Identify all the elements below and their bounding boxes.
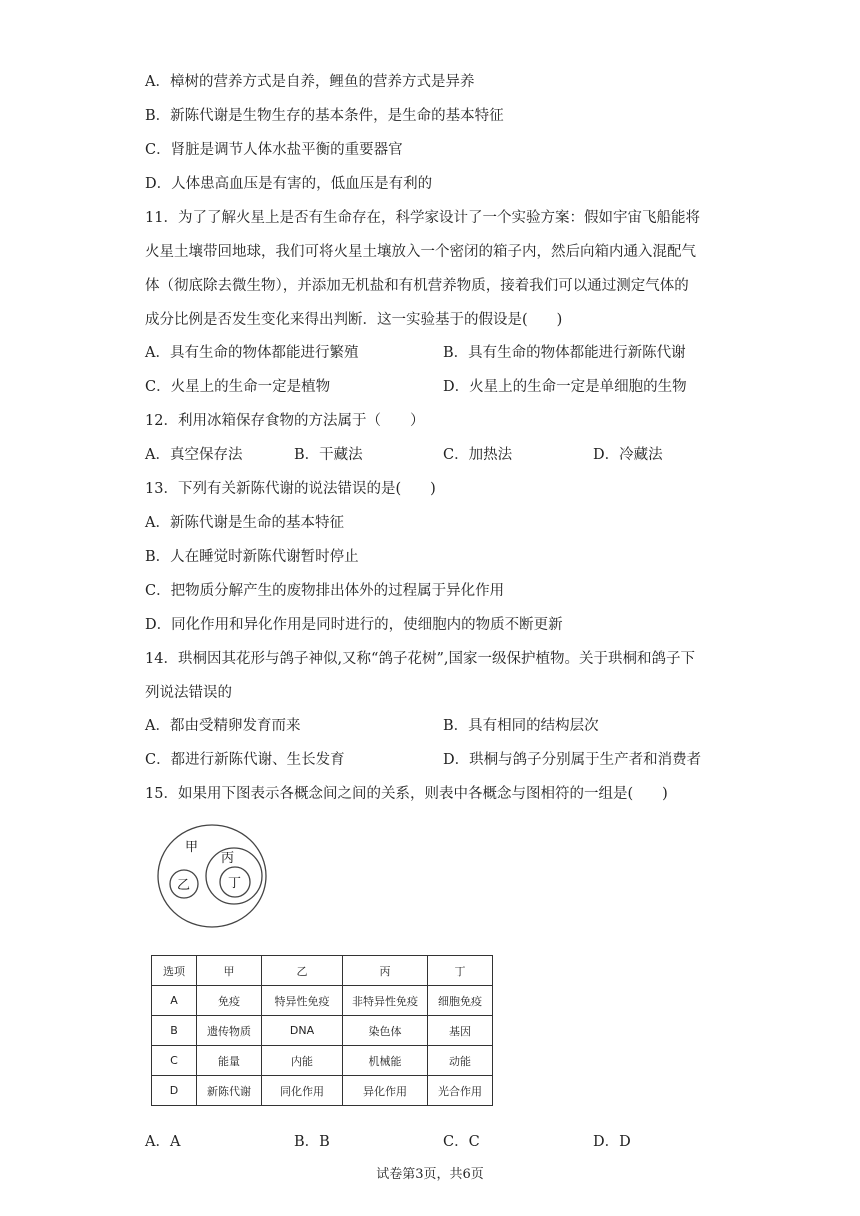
q13-option-a: A．新陈代谢是生命的基本特征 <box>145 515 344 531</box>
table-cell: 同化作用 <box>262 1076 343 1106</box>
venn-label-ding: 丁 <box>228 876 242 891</box>
table-cell: 非特异性免疫 <box>343 986 428 1016</box>
q12-option-d: D．冷藏法 <box>593 447 663 463</box>
q13-option-d: D．同化作用和异化作用是同时进行的，使细胞内的物质不断更新 <box>145 617 563 633</box>
q11-stem-line-2: 火星土壤带回地球，我们可将火星土壤放入一个密闭的箱子内，然后向箱内通入混配气 <box>145 244 696 260</box>
table-cell: DNA <box>262 1016 343 1046</box>
q11-stem-line-4: 成分比例是否发生变化来得出判断．这一实验基于的假设是( ) <box>145 312 563 328</box>
q10-option-a: A．樟树的营养方式是自养，鲤鱼的营养方式是异养 <box>145 74 475 90</box>
table-cell: 遗传物质 <box>197 1016 262 1046</box>
table-cell: D <box>152 1076 197 1106</box>
q15-option-a: A．A <box>145 1134 181 1150</box>
table-cell: 细胞免疫 <box>428 986 493 1016</box>
q13-option-c: C．把物质分解产生的废物排出体外的过程属于异化作用 <box>145 583 505 599</box>
table-row <box>152 1046 493 1076</box>
q14-stem-line-1: 14．珙桐因其花形与鸽子神似,又称“鸽子花树”,国家一级保护植物。关于珙桐和鸽子下 <box>145 651 695 667</box>
table-header-cell: 丙 <box>343 956 428 986</box>
table-cell: 内能 <box>262 1046 343 1076</box>
table-header-cell: 甲 <box>197 956 262 986</box>
venn-diagram-svg <box>155 822 270 930</box>
table-cell: 免疫 <box>197 986 262 1016</box>
q10-option-b: B．新陈代谢是生物生存的基本条件，是生命的基本特征 <box>145 108 504 124</box>
q11-option-d: D．火星上的生命一定是单细胞的生物 <box>443 379 687 395</box>
venn-diagram <box>155 822 270 930</box>
table-header-cell: 选项 <box>152 956 197 986</box>
table-row <box>152 986 493 1016</box>
venn-label-jia: 甲 <box>185 840 199 855</box>
q13-option-b: B．人在睡觉时新陈代谢暂时停止 <box>145 549 359 565</box>
table-row <box>152 1016 493 1046</box>
q15-option-d: D．D <box>593 1134 631 1150</box>
table-cell: B <box>152 1016 197 1046</box>
q12-option-b: B．干藏法 <box>294 447 363 463</box>
table-header-cell: 乙 <box>262 956 343 986</box>
table-header-row <box>152 956 493 986</box>
table-row <box>152 1076 493 1106</box>
venn-circle-jia <box>158 825 266 927</box>
table-cell: 能量 <box>197 1046 262 1076</box>
table-cell: C <box>152 1046 197 1076</box>
q10-option-d: D．人体患高血压是有害的，低血压是有利的 <box>145 176 433 192</box>
q11-option-c: C．火星上的生命一定是植物 <box>145 379 331 395</box>
table-cell: 染色体 <box>343 1016 428 1046</box>
table-cell: 光合作用 <box>428 1076 493 1106</box>
q11-option-a: A．具有生命的物体都能进行繁殖 <box>145 345 359 361</box>
q11-stem-line-1: 11．为了了解火星上是否有生命存在，科学家设计了一个实验方案：假如宇宙飞船能将 <box>145 210 700 226</box>
table-cell: A <box>152 986 197 1016</box>
q13-stem: 13．下列有关新陈代谢的说法错误的是( ) <box>145 481 436 497</box>
q14-option-a: A．都由受精卵发育而来 <box>145 718 301 734</box>
q15-option-b: B．B <box>294 1134 330 1150</box>
q12-option-c: C．加热法 <box>443 447 513 463</box>
q10-option-c: C．肾脏是调节人体水盐平衡的重要器官 <box>145 142 403 158</box>
q14-option-b: B．具有相同的结构层次 <box>443 718 599 734</box>
q14-stem-line-2: 列说法错误的 <box>145 685 232 701</box>
table-cell: 异化作用 <box>343 1076 428 1106</box>
table-cell: 动能 <box>428 1046 493 1076</box>
page-footer: 试卷第3页，共6页 <box>376 1167 484 1182</box>
table-cell: 机械能 <box>343 1046 428 1076</box>
table-cell: 特异性免疫 <box>262 986 343 1016</box>
table-cell: 基因 <box>428 1016 493 1046</box>
q12-option-a: A．真空保存法 <box>145 447 243 463</box>
q14-option-d: D．珙桐与鸽子分别属于生产者和消费者 <box>443 752 702 768</box>
q15-stem: 15．如果用下图表示各概念间之间的关系，则表中各概念与图相符的一组是( ) <box>145 786 668 802</box>
q14-option-c: C．都进行新陈代谢、生长发育 <box>145 752 345 768</box>
table-cell: 新陈代谢 <box>197 1076 262 1106</box>
q11-option-b: B．具有生命的物体都能进行新陈代谢 <box>443 345 686 361</box>
venn-label-bing: 丙 <box>221 851 235 866</box>
table-header-cell: 丁 <box>428 956 493 986</box>
q15-option-c: C．C <box>443 1134 480 1150</box>
q12-stem: 12．利用冰箱保存食物的方法属于（ ） <box>145 413 425 429</box>
q11-stem-line-3: 体（彻底除去微生物），并添加无机盐和有机营养物质，接着我们可以通过测定气体的 <box>145 278 689 294</box>
concept-table <box>151 955 493 1106</box>
venn-label-yi: 乙 <box>177 878 191 893</box>
